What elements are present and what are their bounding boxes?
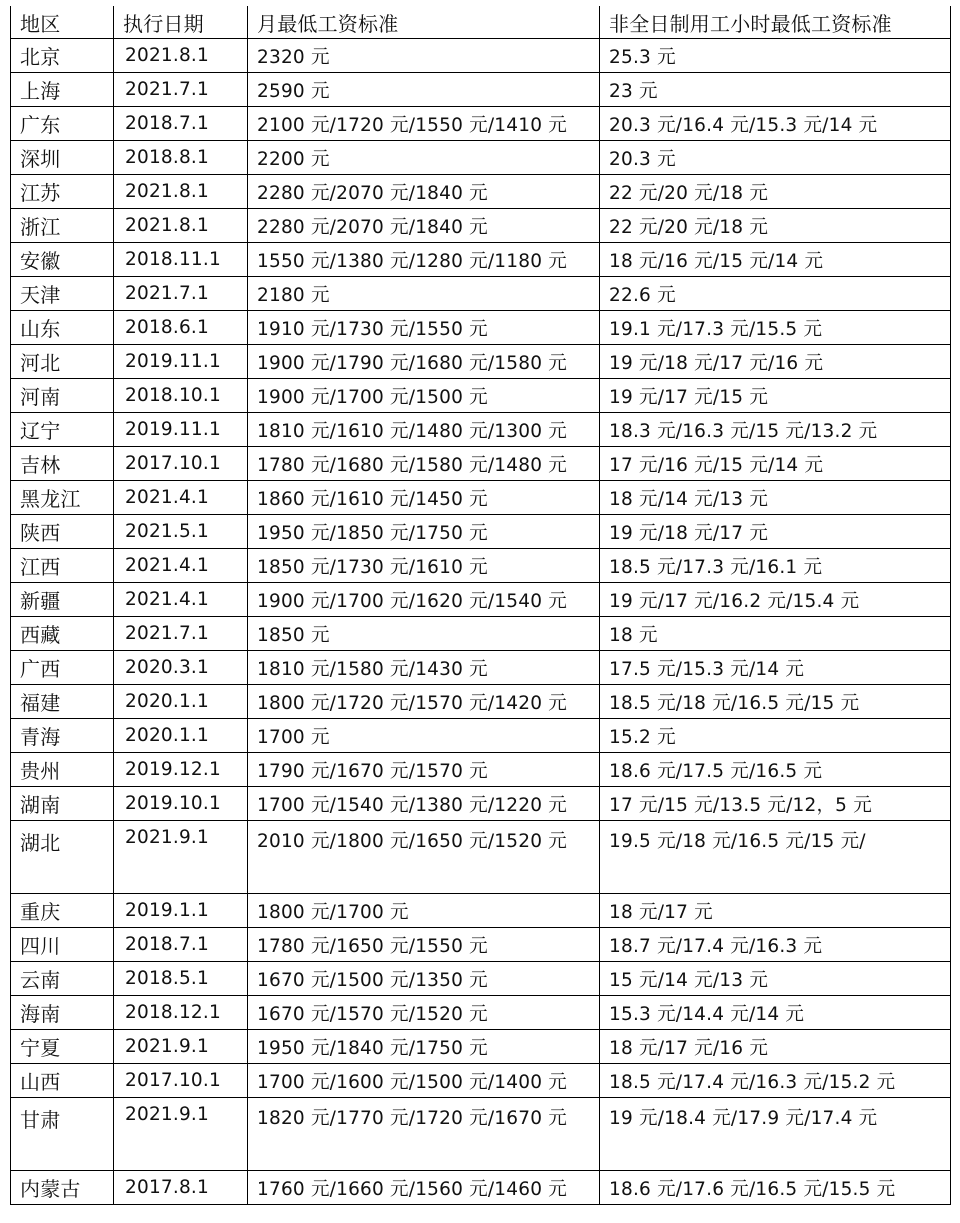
hourly-wage-cell: 17 元/16 元/15 元/14 元 [600,447,951,481]
region-cell: 深圳 [11,141,114,175]
region-cell: 西藏 [11,617,114,651]
table-row [11,73,951,107]
table-row [11,583,951,617]
date-cell: 2021.5.1 [114,515,248,549]
header-date: 执行日期 [114,6,248,39]
date-cell: 2021.9.1 [114,1098,248,1171]
table-row [11,39,951,73]
date-cell: 2021.8.1 [114,39,248,73]
date-cell: 2017.8.1 [114,1171,248,1205]
monthly-wage-cell: 1700 元/1540 元/1380 元/1220 元 [248,787,600,821]
header-row [11,6,951,39]
monthly-wage-cell: 2200 元 [248,141,600,175]
monthly-wage-cell: 1780 元/1680 元/1580 元/1480 元 [248,447,600,481]
hourly-wage-cell: 22 元/20 元/18 元 [600,209,951,243]
header-hourly-wage: 非全日制用工小时最低工资标准 [600,6,951,39]
region-cell: 广西 [11,651,114,685]
table-row [11,719,951,753]
region-cell: 广东 [11,107,114,141]
monthly-wage-cell: 1910 元/1730 元/1550 元 [248,311,600,345]
region-cell: 吉林 [11,447,114,481]
monthly-wage-cell: 1900 元/1700 元/1500 元 [248,379,600,413]
monthly-wage-cell: 1780 元/1650 元/1550 元 [248,928,600,962]
table-row [11,277,951,311]
table-row [11,821,951,894]
monthly-wage-cell: 1700 元 [248,719,600,753]
region-cell: 山东 [11,311,114,345]
date-cell: 2021.8.1 [114,175,248,209]
region-cell: 新疆 [11,583,114,617]
date-cell: 2021.8.1 [114,209,248,243]
date-cell: 2020.3.1 [114,651,248,685]
date-cell: 2018.7.1 [114,928,248,962]
date-cell: 2018.7.1 [114,107,248,141]
region-cell: 黑龙江 [11,481,114,515]
date-cell: 2021.9.1 [114,821,248,894]
date-cell: 2021.7.1 [114,617,248,651]
minimum-wage-table [10,6,951,1205]
table-row [11,996,951,1030]
date-cell: 2021.7.1 [114,277,248,311]
region-cell: 山西 [11,1064,114,1098]
date-cell: 2018.10.1 [114,379,248,413]
date-cell: 2019.10.1 [114,787,248,821]
hourly-wage-cell: 22.6 元 [600,277,951,311]
hourly-wage-cell: 20.3 元/16.4 元/15.3 元/14 元 [600,107,951,141]
region-cell: 四川 [11,928,114,962]
region-cell: 云南 [11,962,114,996]
hourly-wage-cell: 18 元 [600,617,951,651]
hourly-wage-cell: 19.5 元/18 元/16.5 元/15 元/ [600,821,951,894]
monthly-wage-cell: 2280 元/2070 元/1840 元 [248,175,600,209]
region-cell: 海南 [11,996,114,1030]
region-cell: 河南 [11,379,114,413]
date-cell: 2020.1.1 [114,719,248,753]
hourly-wage-cell: 18 元/17 元 [600,894,951,928]
monthly-wage-cell: 2180 元 [248,277,600,311]
region-cell: 湖北 [11,821,114,894]
monthly-wage-cell: 1900 元/1700 元/1620 元/1540 元 [248,583,600,617]
table-body [11,39,951,1205]
region-cell: 重庆 [11,894,114,928]
table-row [11,379,951,413]
table-row [11,1030,951,1064]
monthly-wage-cell: 1850 元 [248,617,600,651]
region-cell: 福建 [11,685,114,719]
date-cell: 2021.4.1 [114,583,248,617]
region-cell: 安徽 [11,243,114,277]
monthly-wage-cell: 1950 元/1850 元/1750 元 [248,515,600,549]
table-row [11,413,951,447]
table-row [11,447,951,481]
hourly-wage-cell: 18.5 元/18 元/16.5 元/15 元 [600,685,951,719]
monthly-wage-cell: 1700 元/1600 元/1500 元/1400 元 [248,1064,600,1098]
hourly-wage-cell: 15 元/14 元/13 元 [600,962,951,996]
region-cell: 湖南 [11,787,114,821]
monthly-wage-cell: 1820 元/1770 元/1720 元/1670 元 [248,1098,600,1171]
date-cell: 2018.11.1 [114,243,248,277]
monthly-wage-cell: 2320 元 [248,39,600,73]
region-cell: 陕西 [11,515,114,549]
table-row [11,175,951,209]
region-cell: 北京 [11,39,114,73]
table-row [11,894,951,928]
monthly-wage-cell: 1670 元/1570 元/1520 元 [248,996,600,1030]
table-row [11,1064,951,1098]
date-cell: 2017.10.1 [114,1064,248,1098]
date-cell: 2018.8.1 [114,141,248,175]
hourly-wage-cell: 17.5 元/15.3 元/14 元 [600,651,951,685]
hourly-wage-cell: 19 元/18 元/17 元 [600,515,951,549]
region-cell: 宁夏 [11,1030,114,1064]
table-row [11,617,951,651]
hourly-wage-cell: 18.5 元/17.3 元/16.1 元 [600,549,951,583]
monthly-wage-cell: 1900 元/1790 元/1680 元/1580 元 [248,345,600,379]
region-cell: 甘肃 [11,1098,114,1171]
hourly-wage-cell: 18.5 元/17.4 元/16.3 元/15.2 元 [600,1064,951,1098]
table-row [11,107,951,141]
hourly-wage-cell: 18.7 元/17.4 元/16.3 元 [600,928,951,962]
monthly-wage-cell: 1950 元/1840 元/1750 元 [248,1030,600,1064]
table-row [11,753,951,787]
date-cell: 2021.9.1 [114,1030,248,1064]
hourly-wage-cell: 20.3 元 [600,141,951,175]
monthly-wage-cell: 2010 元/1800 元/1650 元/1520 元 [248,821,600,894]
table-row [11,481,951,515]
table-row [11,549,951,583]
hourly-wage-cell: 18 元/14 元/13 元 [600,481,951,515]
region-cell: 上海 [11,73,114,107]
table-row [11,311,951,345]
date-cell: 2018.12.1 [114,996,248,1030]
header-monthly-wage: 月最低工资标准 [248,6,600,39]
table-row [11,515,951,549]
hourly-wage-cell: 18 元/17 元/16 元 [600,1030,951,1064]
region-cell: 贵州 [11,753,114,787]
monthly-wage-cell: 2590 元 [248,73,600,107]
hourly-wage-cell: 18.3 元/16.3 元/15 元/13.2 元 [600,413,951,447]
hourly-wage-cell: 19.1 元/17.3 元/15.5 元 [600,311,951,345]
monthly-wage-cell: 1810 元/1580 元/1430 元 [248,651,600,685]
table-row [11,651,951,685]
hourly-wage-cell: 18 元/16 元/15 元/14 元 [600,243,951,277]
hourly-wage-cell: 23 元 [600,73,951,107]
date-cell: 2019.1.1 [114,894,248,928]
hourly-wage-cell: 18.6 元/17.6 元/16.5 元/15.5 元 [600,1171,951,1205]
monthly-wage-cell: 1670 元/1500 元/1350 元 [248,962,600,996]
monthly-wage-cell: 1790 元/1670 元/1570 元 [248,753,600,787]
hourly-wage-cell: 17 元/15 元/13.5 元/12，5 元 [600,787,951,821]
monthly-wage-cell: 1760 元/1660 元/1560 元/1460 元 [248,1171,600,1205]
date-cell: 2017.10.1 [114,447,248,481]
date-cell: 2018.5.1 [114,962,248,996]
hourly-wage-cell: 15.3 元/14.4 元/14 元 [600,996,951,1030]
table-row [11,962,951,996]
table-row [11,345,951,379]
monthly-wage-cell: 2100 元/1720 元/1550 元/1410 元 [248,107,600,141]
monthly-wage-cell: 2280 元/2070 元/1840 元 [248,209,600,243]
region-cell: 江苏 [11,175,114,209]
hourly-wage-cell: 19 元/17 元/16.2 元/15.4 元 [600,583,951,617]
table-row [11,787,951,821]
hourly-wage-cell: 22 元/20 元/18 元 [600,175,951,209]
monthly-wage-cell: 1850 元/1730 元/1610 元 [248,549,600,583]
table-row [11,685,951,719]
table-row [11,141,951,175]
date-cell: 2020.1.1 [114,685,248,719]
table-row [11,1171,951,1205]
hourly-wage-cell: 15.2 元 [600,719,951,753]
header-region: 地区 [11,6,114,39]
hourly-wage-cell: 19 元/18 元/17 元/16 元 [600,345,951,379]
hourly-wage-cell: 25.3 元 [600,39,951,73]
date-cell: 2021.4.1 [114,481,248,515]
monthly-wage-cell: 1800 元/1720 元/1570 元/1420 元 [248,685,600,719]
table-row [11,209,951,243]
table-row [11,1098,951,1171]
date-cell: 2019.11.1 [114,413,248,447]
monthly-wage-cell: 1800 元/1700 元 [248,894,600,928]
date-cell: 2019.12.1 [114,753,248,787]
region-cell: 辽宁 [11,413,114,447]
region-cell: 江西 [11,549,114,583]
monthly-wage-cell: 1550 元/1380 元/1280 元/1180 元 [248,243,600,277]
hourly-wage-cell: 19 元/17 元/15 元 [600,379,951,413]
region-cell: 青海 [11,719,114,753]
date-cell: 2021.7.1 [114,73,248,107]
date-cell: 2018.6.1 [114,311,248,345]
region-cell: 河北 [11,345,114,379]
monthly-wage-cell: 1860 元/1610 元/1450 元 [248,481,600,515]
monthly-wage-cell: 1810 元/1610 元/1480 元/1300 元 [248,413,600,447]
date-cell: 2021.4.1 [114,549,248,583]
date-cell: 2019.11.1 [114,345,248,379]
hourly-wage-cell: 18.6 元/17.5 元/16.5 元 [600,753,951,787]
table-row [11,928,951,962]
region-cell: 内蒙古 [11,1171,114,1205]
table-row [11,243,951,277]
region-cell: 天津 [11,277,114,311]
hourly-wage-cell: 19 元/18.4 元/17.9 元/17.4 元 [600,1098,951,1171]
region-cell: 浙江 [11,209,114,243]
